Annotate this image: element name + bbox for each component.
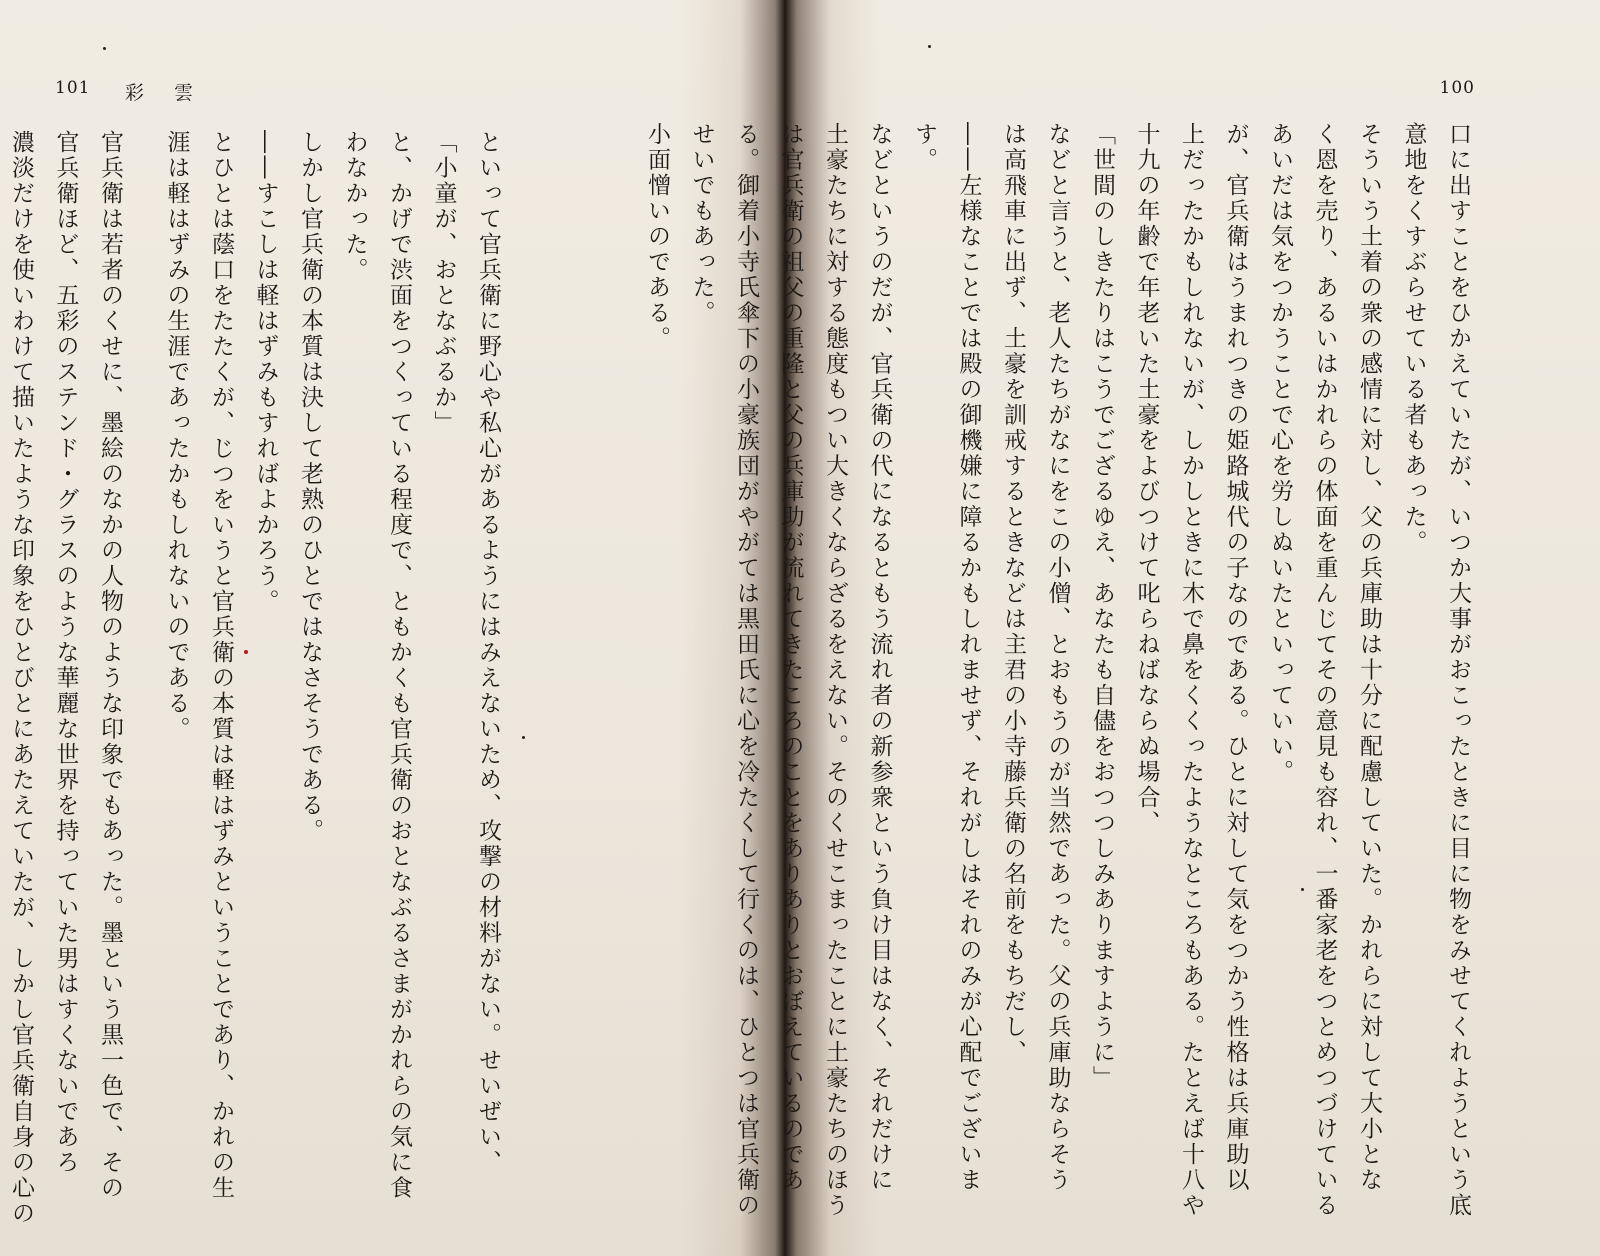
- left-line-12: とひとは蔭口をたたくが、じつをいうと官兵衛の本質は軽はずみということであり、かれの生: [208, 130, 234, 1201]
- right-line-5: あいだは気をつかうことで心を労しぬいたといっていい。: [1267, 122, 1293, 785]
- right-line-12: ――左様なことでは殿の御機嫌に障るかもしれませず、それがしはそれのみが心配でございま: [955, 122, 982, 1193]
- left-line-10: 官兵衛は若者のくせに、墨絵のなかの人物のような印象でもあった。墨という黒一色で、その: [97, 130, 123, 1201]
- right-line-17: る。御着小寺氏傘下の小豪族団がやがては黒田氏に心を冷たくして行くのは、ひとつは官兵衛の: [733, 122, 759, 1219]
- right-line-10: などと言うと、老人たちがなにをこの小僧、とおもうのが当然であった。父の兵庫助ならそう: [1044, 122, 1071, 1193]
- right-page-number: 100: [1439, 78, 1475, 98]
- paragraph-gap: [132, 130, 154, 1200]
- right-line-8: 十九の年齢で年老いた土豪をよびつけて叱らねばならぬ場合、: [1133, 122, 1160, 836]
- left-line-18: といって官兵衛に野心や私心があるようにはみえないため、攻撃の材料がない。せいぜい、: [475, 130, 501, 1176]
- right-line-6: が、官兵衛はうまれつきの姫路城代の子なのである。ひとに対して気をつかう性格は兵庫助以: [1222, 122, 1249, 1193]
- left-page-number: 101: [55, 78, 91, 98]
- paper-speck: [928, 45, 931, 48]
- paper-speck: [522, 736, 525, 739]
- right-line-13: す。: [911, 122, 937, 173]
- left-line-15: わなかった。: [341, 130, 368, 283]
- running-head: 彩 雲: [125, 82, 206, 104]
- right-page-body: [644, 122, 1480, 1219]
- left-line-17: 「小童が、おとなぶるか」: [430, 130, 457, 436]
- right-line-7: 上だったかもしれないが、しかしときに木で鼻をくくったようなところもある。たとえば十八や: [1178, 122, 1204, 1219]
- right-line-16: は官兵衛の祖父の重隆と父の兵庫助が流れてきたころのことをありありとおぼえているのであ: [777, 122, 804, 1193]
- left-line-16: と、かげで渋面をつくっている程度で、ともかくも官兵衛のおとなぶるさまがかれらの気に食: [386, 130, 412, 1201]
- right-line-18: せいでもあった。: [688, 122, 715, 326]
- right-line-15: 土豪たちに対する態度もつい大きくならざるをえない。そのくせこまったことに土豪たちのほう: [822, 122, 848, 1219]
- right-line-4: く恩を売り、あるいはかれらの体面を重んじてその意見も容れ、一番家老をつとめつづけている: [1311, 122, 1338, 1219]
- right-line-1: 口に出すことをひかえていたが、いつか大事がおこったときに目に物をみせてくれようという底: [1445, 122, 1471, 1219]
- left-line-9: 官兵衛ほど、五彩のステンド・グラスのような華麗な世界を持っていた男はすくないであろ: [52, 130, 79, 1176]
- left-line-13: ――すこしは軽はずみもすればよかろう。: [252, 130, 279, 615]
- left-line-8: 濃淡だけを使いわけて描いたような印象をひとびとにあたえていたが、しかし官兵衛自身の心の: [8, 130, 34, 1227]
- paper-speck: [103, 47, 106, 50]
- left-page-body: [5, 130, 510, 1227]
- right-page: [644, 0, 1600, 1256]
- right-line-9: 「世間のしきたりはこうでござるゆえ、あなたも自儘をおつつしみありますように」: [1089, 122, 1115, 1091]
- right-line-11: は高飛車に出ず、土豪を訓戒するときなどは主君の小寺藤兵衛の名前をもちだし、: [1000, 122, 1026, 1066]
- ink-speck: [244, 650, 248, 654]
- right-line-14: などというのだが、官兵衛の代になるともう流れ者の新参衆という負け目はなく、それだけに: [866, 122, 893, 1193]
- right-line-3: そういう土着の衆の感情に対し、父の兵庫助は十分に配慮していた。かれらに対して大小とな: [1356, 122, 1382, 1193]
- paper-speck: [1301, 888, 1304, 891]
- right-line-19: 小面憎いのである。: [644, 122, 670, 352]
- left-line-11: 涯は軽はずみの生涯であったかもしれないのである。: [163, 130, 190, 742]
- left-line-14: しかし官兵衛の本質は決して老熟のひとではなさそうである。: [297, 130, 323, 844]
- right-line-2: 意地をくすぶらせている者もあった。: [1400, 122, 1427, 556]
